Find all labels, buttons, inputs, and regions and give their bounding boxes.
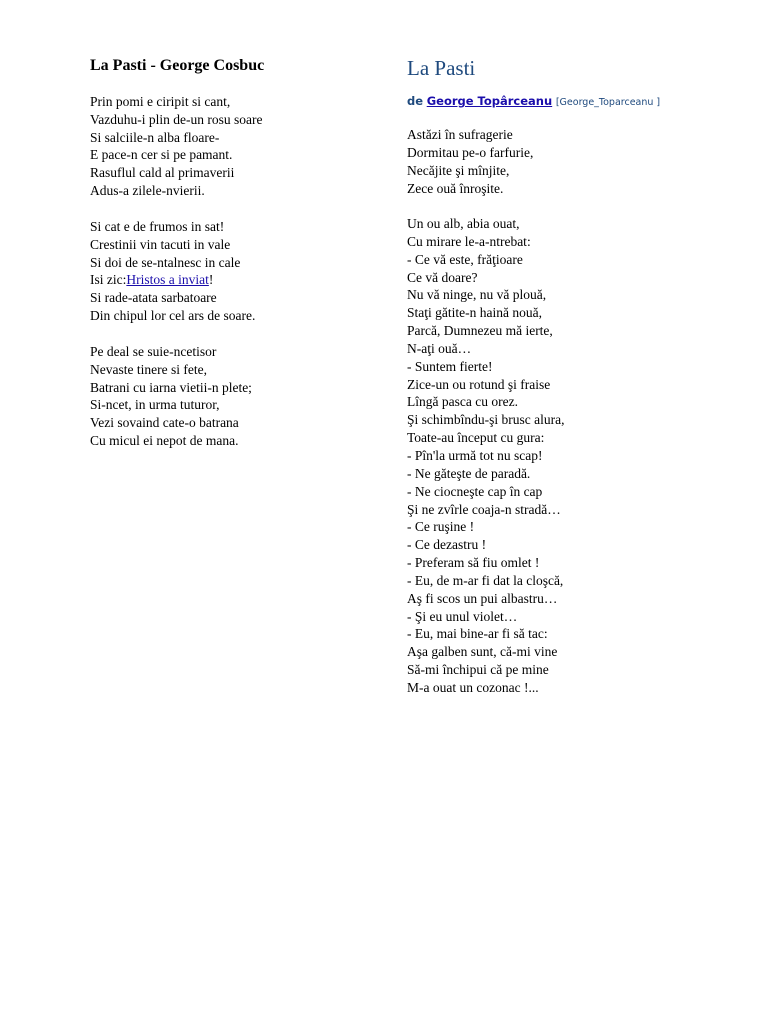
poem-line: Si doi de se-ntalnesc in cale bbox=[90, 254, 241, 270]
poem-line: Un ou alb, abia ouat, bbox=[407, 216, 520, 231]
author-tag: [George_Toparceanu ] bbox=[555, 97, 661, 108]
poem-line: - Ne ciocneşte cap în cap bbox=[407, 483, 543, 499]
poem-line: - Ce vă este, frăţioare bbox=[407, 251, 523, 267]
poem-line: Zece ouă înroşite. bbox=[407, 180, 504, 196]
poem-line: Toate-au început cu gura: bbox=[407, 430, 545, 446]
poem-line: Vezi sovaind cate-o batrana bbox=[90, 415, 239, 431]
poem-line: Nevaste tinere si fete, bbox=[90, 361, 207, 377]
poem-line: Nu vă ninge, nu vă plouă, bbox=[407, 287, 547, 303]
right-stanza-2 bbox=[407, 215, 564, 697]
poem-line: Rasuflul cald al primaverii bbox=[90, 165, 235, 181]
poem-line: Crestinii vin tacuti in vale bbox=[90, 236, 231, 252]
poem-line: - Eu, mai bine-ar fi să tac: bbox=[407, 626, 548, 642]
poem-line: - Ce ruşine ! bbox=[407, 519, 475, 535]
line-suffix: ! bbox=[208, 272, 214, 288]
poem-line: - Eu, de m-ar fi dat la cloşcă, bbox=[407, 572, 564, 588]
poem-line: Si salciile-n alba floare- bbox=[90, 129, 220, 145]
poem-line: Şi ne zvîrle coaja-n stradă… bbox=[407, 501, 561, 517]
author-link[interactable]: George Topârceanu bbox=[426, 94, 553, 108]
poem-line: - Pîn'la urmă tot nu scap! bbox=[407, 447, 543, 463]
left-stanza-1 bbox=[90, 93, 262, 200]
poem-line: Din chipul lor cel ars de soare. bbox=[90, 307, 256, 323]
poem-line: Lîngă pasca cu orez. bbox=[407, 394, 518, 410]
poem-line: Să-mi închipui că pe mine bbox=[407, 662, 549, 678]
right-stanza-1 bbox=[407, 126, 533, 197]
poem-line: Batrani cu iarna vietii-n plete; bbox=[90, 379, 252, 395]
poem-line: Necăjite şi mînjite, bbox=[407, 162, 510, 178]
poem-line: - Ce dezastru ! bbox=[407, 537, 487, 553]
left-stanza-3 bbox=[90, 343, 252, 450]
poem-line: Aş fi scos un pui albastru… bbox=[407, 590, 558, 606]
poem-line: N-aţi ouă… bbox=[407, 340, 472, 356]
poem-line: - Suntem fierte! bbox=[407, 358, 493, 374]
poem-line: Si rade-atata sarbatoare bbox=[90, 290, 217, 306]
left-poem-title: La Pasti - George Cosbuc bbox=[90, 57, 265, 74]
hristos-a-inviat-link[interactable]: Hristos a inviat bbox=[126, 272, 209, 288]
poem-line: Cu micul ei nepot de mana. bbox=[90, 432, 239, 448]
poem-line: Ce vă doare? bbox=[407, 269, 478, 285]
poem-line: - Şi eu unul violet… bbox=[407, 608, 518, 624]
poem-line: M-a ouat un cozonac !... bbox=[407, 679, 539, 695]
poem-line: Aşa galben sunt, că-mi vine bbox=[407, 644, 558, 660]
right-poem-title: La Pasti bbox=[407, 56, 476, 80]
line-prefix: Isi zic: bbox=[90, 272, 127, 288]
poem-line: Si cat e de frumos in sat! bbox=[90, 219, 225, 234]
poem-line-with-link bbox=[90, 271, 255, 289]
byline-de: de bbox=[407, 94, 424, 108]
poem-line: Pe deal se suie-ncetisor bbox=[90, 344, 217, 359]
poem-line: Vazduhu-i plin de-un rosu soare bbox=[90, 111, 263, 127]
poem-line: - Preferam să fiu omlet ! bbox=[407, 555, 540, 571]
poem-line: Staţi gătite-n haină nouă, bbox=[407, 305, 542, 321]
left-stanza-2 bbox=[90, 218, 255, 325]
poem-line: Cu mirare le-a-ntrebat: bbox=[407, 233, 531, 249]
poem-line: Astăzi în sufragerie bbox=[407, 127, 513, 142]
poem-line: Şi schimbîndu-şi brusc alura, bbox=[407, 412, 565, 428]
poem-line: - Ne găteşte de paradă. bbox=[407, 465, 531, 481]
poem-line: E pace-n cer si pe pamant. bbox=[90, 147, 233, 163]
poem-line: Parcă, Dumnezeu mă ierte, bbox=[407, 323, 553, 339]
poem-line: Prin pomi e ciripit si cant, bbox=[90, 94, 231, 109]
author-byline bbox=[407, 93, 660, 111]
poem-line: Si-ncet, in urma tuturor, bbox=[90, 397, 220, 413]
poem-line: Adus-a zilele-nvierii. bbox=[90, 182, 205, 198]
poem-line: Zice-un ou rotund şi fraise bbox=[407, 376, 551, 392]
poem-line: Dormitau pe-o farfurie, bbox=[407, 144, 534, 160]
